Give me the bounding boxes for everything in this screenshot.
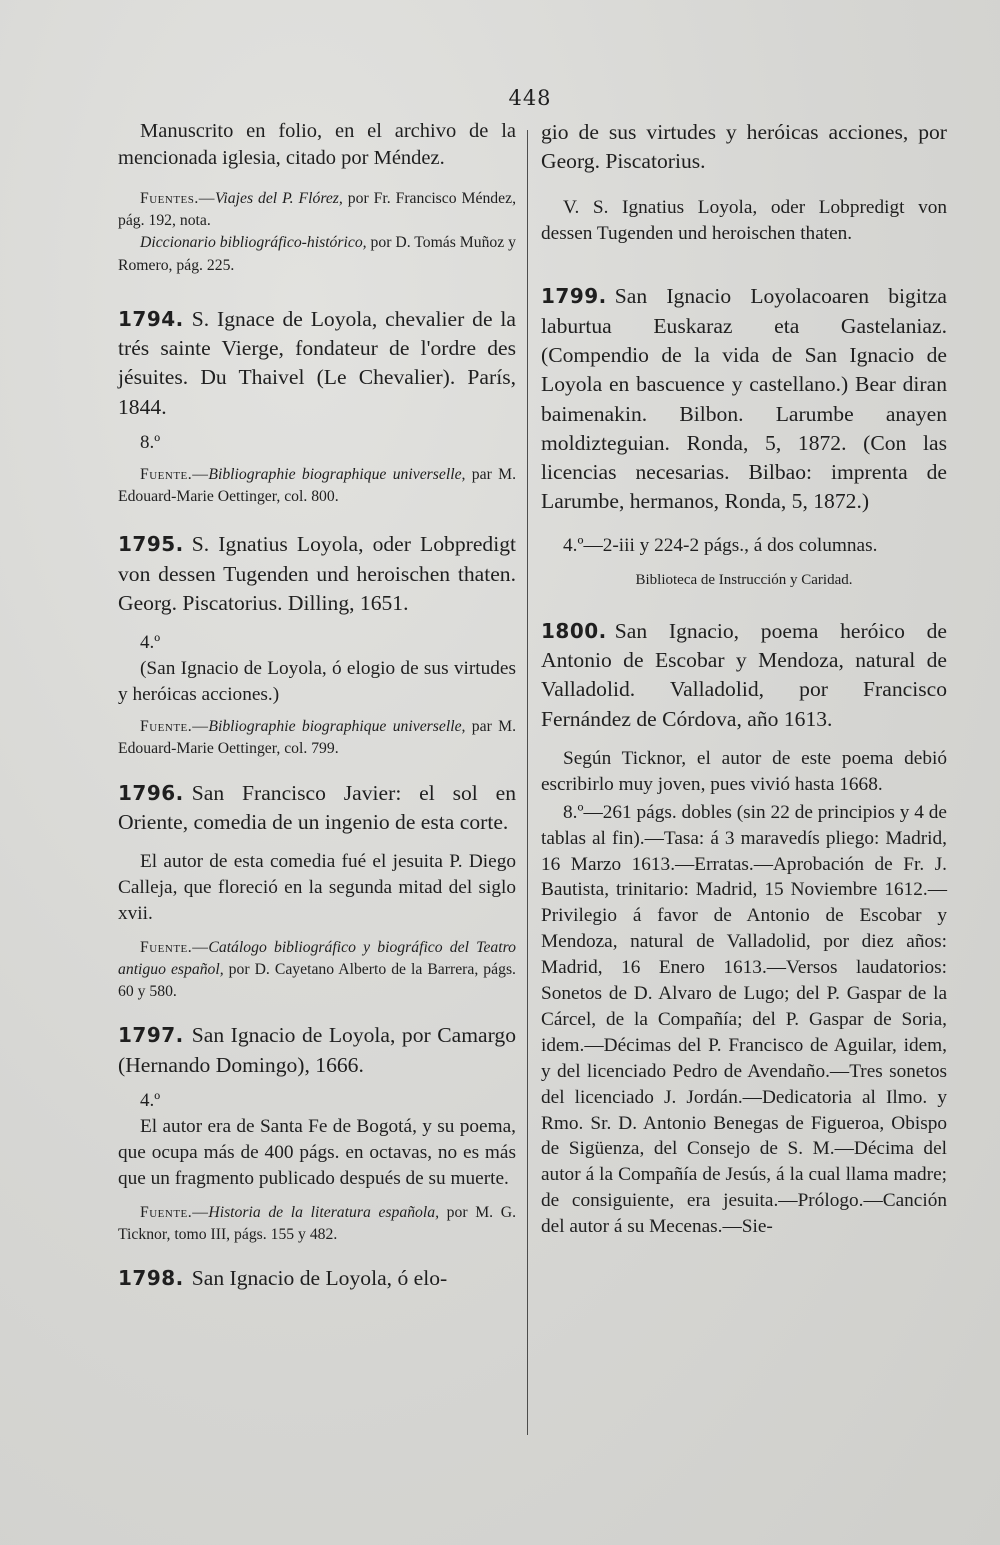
intro-paragraph: Manuscrito en folio, en el archivo de la mencionada iglesia, citado por Méndez. bbox=[118, 120, 516, 169]
entry-number: 1799. bbox=[541, 284, 607, 309]
entry-text: San Ignacio de Loyola, ó elo- bbox=[191, 1266, 448, 1291]
entry-1798 bbox=[118, 1264, 516, 1293]
fuente-text: par M. Edouard-Marie Oettinger, col. 799. bbox=[118, 718, 516, 758]
entry-note: Según Ticknor, el autor de este poema debió escribirlo muy joven, pues vivió hasta 1668. bbox=[541, 747, 947, 795]
fuentes-text-1: por Fr. Francisco Méndez, pág. 192, nota. bbox=[118, 190, 516, 230]
entry-text: San Ignacio, poema heróico de Antonio de Escobar y Mendoza, natural de Valladolid. Valladolid, por Francisco Fernández de Córdova, año 1613. bbox=[541, 618, 947, 731]
entry-1796 bbox=[118, 779, 516, 838]
left-column bbox=[118, 118, 516, 1293]
entry-number: 1798. bbox=[118, 1266, 184, 1291]
entry-format: 4.º—2-iii y 224-2 págs., á dos columnas. bbox=[563, 534, 878, 556]
entry-text: S. Ignatius Loyola, oder Lobpredigt von dessen Tugenden und heroischen thaten. Georg. Piscatorius. Dilling, 1651. bbox=[118, 532, 516, 615]
entry-number: 1797. bbox=[118, 1023, 184, 1048]
fuente-note bbox=[118, 1202, 516, 1246]
entry-1794 bbox=[118, 305, 516, 422]
entry-text: San Ignacio de Loyola, por Camargo (Hernando Domingo), 1666. bbox=[118, 1023, 516, 1077]
fuente-text: par M. Edouard-Marie Oettinger, col. 800. bbox=[118, 466, 516, 506]
entry-format: 4.º bbox=[140, 632, 161, 654]
fuentes-label: Fuentes.— bbox=[140, 190, 215, 207]
fuente-label: Fuente.— bbox=[140, 718, 209, 736]
fuente-label: Fuente.— bbox=[140, 1203, 209, 1221]
fuente-title: Bibliographie biographique universelle, bbox=[208, 718, 466, 736]
fuente-label: Fuente.— bbox=[140, 466, 209, 483]
fuente-text: por D. Cayetano Alberto de la Barrera, págs. 60 y 580. bbox=[118, 961, 516, 1001]
fuente-note bbox=[118, 716, 516, 760]
entry-text: San Ignacio Loyolacoaren bigitza laburtua Euskaraz eta Gastelaniaz. (Compendio de la vida de San Ignacio de Loyola en bascuence y castellano.) Bear diran baimenakin. Bilbon. Larumbe anayen moldizteguian. Ronda, 5, 1872. (Con las licencias necesarias. Bilbao: imprenta de Larumbe, hermanos, Ronda, 5, 1872.) bbox=[541, 284, 947, 514]
entry-note: El autor de esta comedia fué el jesuita P. Diego Calleja, que floreció en la segunda mitad del siglo xvii. bbox=[118, 851, 516, 924]
fuentes-text-2: por D. Tomás Muñoz y Romero, pág. 225. bbox=[118, 234, 516, 274]
entry-number: 1800. bbox=[541, 618, 607, 643]
entry-1798-continued: gio de sus virtudes y heróicas acciones, por Georg. Piscatorius. bbox=[541, 120, 947, 174]
cross-reference: V. S. Ignatius Loyola, oder Lobpredigt von dessen Tugenden und heroischen thaten. bbox=[541, 196, 947, 244]
entry-format: 4.º bbox=[140, 1090, 161, 1112]
fuente-title: Catálogo bibliográfico y biográfico del Teatro antiguo español, bbox=[118, 938, 516, 979]
column-divider bbox=[527, 130, 528, 1435]
entry-text: San Francisco Javier: el sol en Oriente, comedia de un ingenio de esta corte. bbox=[118, 780, 516, 834]
fuente-title: Bibliographie biographique universelle, bbox=[208, 466, 466, 483]
fuente-label: Fuente.— bbox=[140, 938, 209, 956]
entry-note: (San Ignacio de Loyola, ó elogio de sus virtudes y heróicas acciones.) bbox=[118, 658, 516, 706]
entry-note: El autor era de Santa Fe de Bogotá, y su poema, que ocupa más de 400 págs. en octavas, no es más que un fragmento publicado después de su muerte. bbox=[118, 1116, 516, 1189]
library-location: Biblioteca de Instrucción y Caridad. bbox=[635, 571, 853, 588]
fuentes-title-2: Diccionario bibliográfico-histórico, bbox=[140, 234, 367, 252]
fuentes-note bbox=[118, 188, 516, 277]
fuente-note bbox=[118, 464, 516, 508]
entry-1799 bbox=[541, 282, 947, 516]
entry-number: 1794. bbox=[118, 306, 184, 331]
entry-1800 bbox=[541, 617, 947, 734]
fuente-note bbox=[118, 937, 516, 1004]
fuente-text: por M. G. Ticknor, tomo III, págs. 155 y 482. bbox=[118, 1203, 516, 1243]
page-number: 448 bbox=[508, 86, 552, 110]
entry-details: 8.º—261 págs. dobles (sin 22 de principios y 4 de tablas al fin).—Tasa: á 3 maravedís pliego: Madrid, 16 Marzo 1613.—Erratas.—Aprobación de Fr. J. Bautista, trinitario: Madrid, 15 Noviembre 1612.—Privilegio á favor de Antonio de Escobar y Mendoza, natural de Valladolid, por diez años: Madrid, 16 Enero 1613.—Versos laudatorios: Sonetos de D. Alvaro de Lugo; del P. Gaspar de la Cárcel, de la Compañía; del P. Gaspar de Soria, idem.—Décimas del P. Francisco de Aguilar, idem, y del licenciado Pedro de Avendaño.—Tres sonetos del licenciado J. Jordán.—Dedicatoria al Ilmo. y Rmo. Sr. D. Antonio Benegas de Figueroa, Obispo de Sigüenza, del Consejo de S. M.—Décima del autor á la Compañía de Jesús, á la cual llama madre; de consiguiente, era jesuita.—Prólogo.—Canción del autor á su Mecenas.—Sie- bbox=[541, 801, 947, 1238]
entry-format: 8.º bbox=[140, 432, 161, 453]
fuente-title: Historia de la literatura española, bbox=[208, 1203, 440, 1221]
fuentes-title-1: Viajes del P. Flórez, bbox=[215, 190, 343, 207]
entry-1797 bbox=[118, 1021, 516, 1080]
entry-text: S. Ignace de Loyola, chevalier de la trés sainte Vierge, fondateur de l'ordre des jésuites. Du Thaivel (Le Chevalier). París, 1844. bbox=[118, 306, 516, 419]
entry-number: 1796. bbox=[118, 780, 184, 805]
entry-1795 bbox=[118, 530, 516, 618]
right-column bbox=[541, 118, 947, 1240]
entry-number: 1795. bbox=[118, 532, 184, 557]
